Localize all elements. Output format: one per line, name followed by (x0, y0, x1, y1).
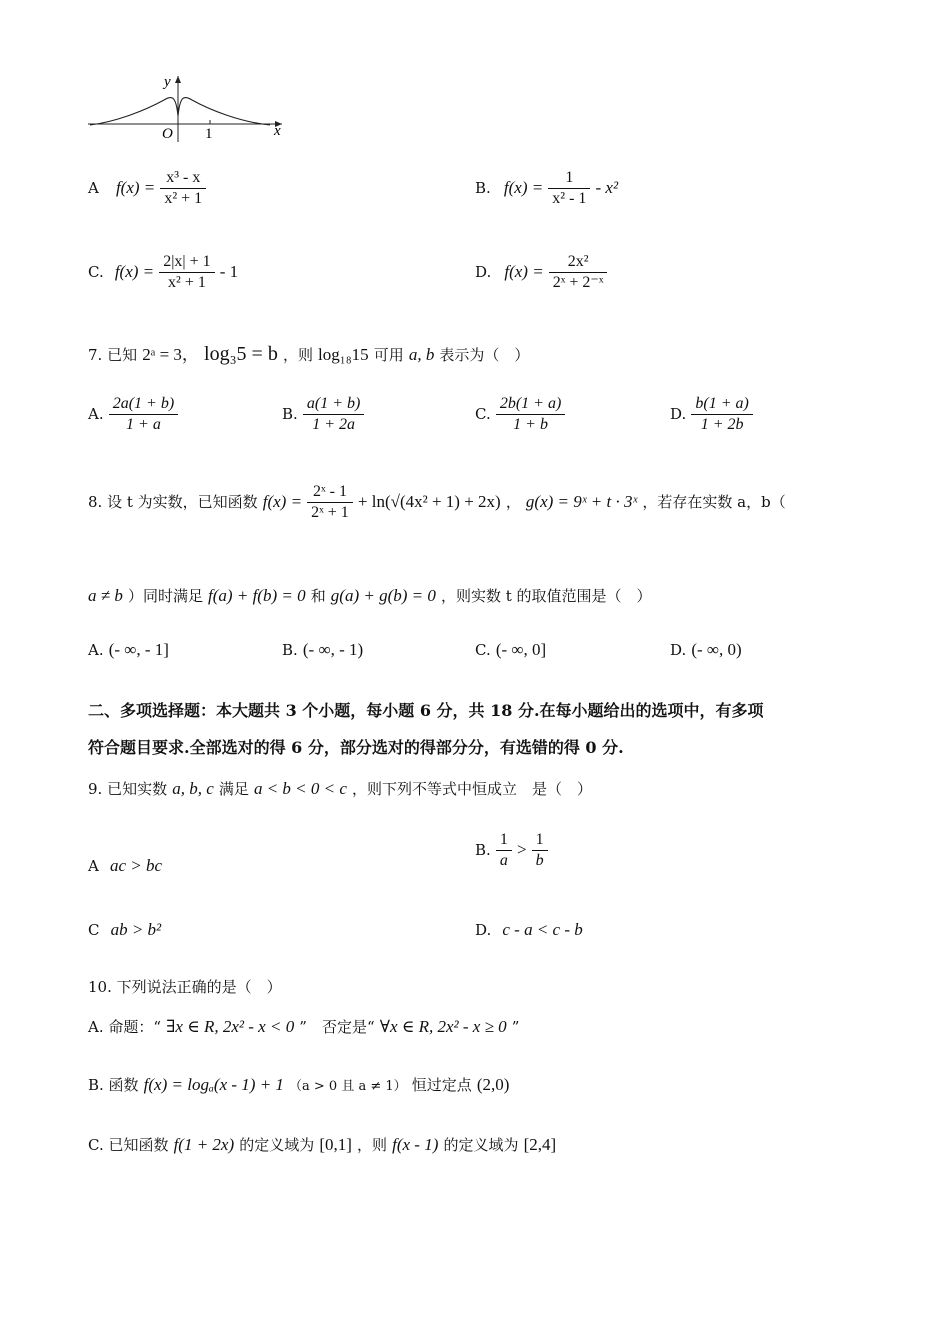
stem-text: 8. 设 t 为实数，已知函数 (88, 493, 258, 511)
denominator: 1 + 2b (700, 416, 744, 433)
stem-text: ，若存在实数 a，b（ (642, 493, 786, 511)
denominator: a (499, 852, 508, 869)
stem-text: ，则下列不等式中恒成立 是（ ） (352, 780, 593, 798)
option-label: A (88, 857, 99, 875)
expr: f(x - 1) (392, 1135, 439, 1154)
y-axis-arrow (175, 76, 181, 83)
option-value: ab > b² (110, 920, 162, 939)
option-label: C. (88, 263, 104, 281)
stem-text: ， (505, 493, 521, 511)
denominator: x² + 1 (168, 274, 206, 291)
expr: g(a) + g(b) = 0 (330, 586, 436, 605)
denominator: b (535, 852, 544, 869)
expr: (2,0) (476, 1075, 510, 1094)
numerator: 2x² (549, 252, 608, 273)
expr: a ≠ b (88, 586, 123, 605)
denominator: 2ˣ + 2⁻ˣ (552, 274, 604, 291)
option-value: c - a < c - b (502, 920, 583, 939)
q7-option-a[interactable] (88, 394, 178, 435)
q9-option-b[interactable] (475, 830, 548, 871)
fraction (159, 252, 214, 293)
option-label: A (88, 179, 99, 197)
option-label: B. (475, 841, 491, 859)
option-label: C. (475, 641, 491, 659)
expr: g(x) = 9ˣ + t · 3ˣ (525, 492, 638, 511)
expr: + ln(√(4x² + 1) + 2x) (357, 492, 501, 511)
q9-stem (88, 778, 592, 799)
stem-text: ” (511, 1018, 520, 1036)
stem-text: 和 (310, 587, 326, 605)
numerator: 2|x| + 1 (159, 252, 214, 273)
lhs: f(x) = (114, 262, 155, 281)
q8-option-c[interactable] (475, 640, 546, 660)
numerator: 1 (496, 830, 512, 851)
fraction (548, 168, 590, 209)
q8-stem-line1 (88, 482, 786, 523)
denominator: 1 + b (513, 416, 548, 433)
numerator: 2ˣ - 1 (307, 482, 353, 503)
stem-text: ，则实数 t 的取值范围是（ ） (440, 587, 652, 605)
option-label: D. (475, 263, 492, 281)
stem-text: 9. 已知实数 (88, 780, 168, 798)
x-label: x (274, 123, 281, 139)
q7-option-c[interactable] (475, 394, 565, 435)
numerator: 1 (548, 168, 590, 189)
fraction (307, 482, 353, 523)
numerator: 2a(1 + b) (109, 394, 178, 415)
tail: - 1 (219, 262, 239, 281)
q10-option-c[interactable] (88, 1134, 556, 1155)
numerator: a(1 + b) (303, 394, 364, 415)
stem-text: ，则 (282, 346, 313, 364)
expr: a < b < 0 < c (253, 779, 347, 798)
expr: [0,1] (319, 1135, 352, 1154)
section-heading-line1: 二、多项选择题：本大题共 3 个小题，每小题 6 分，共 18 分.在每小题给出的选项中，有多项 (88, 701, 764, 720)
q10-option-b[interactable] (88, 1074, 509, 1095)
q6-option-c[interactable] (88, 252, 238, 293)
option-value: (- ∞, - 1] (108, 640, 169, 659)
q10-option-a[interactable] (88, 1016, 519, 1037)
q6-option-b[interactable] (475, 168, 618, 209)
option-label: D. (475, 921, 492, 939)
stem-text: 满足 (218, 780, 249, 798)
option-value: (- ∞, 0) (691, 640, 742, 659)
q10-stem: 10. 下列说法正确的是（ ） (88, 978, 282, 996)
fraction (160, 168, 206, 209)
expr: f(x) = (262, 492, 303, 511)
expr: 2ᵃ = 3， (142, 345, 199, 364)
stem-text: 恒过定点 (411, 1076, 472, 1094)
fraction (532, 830, 548, 871)
q6-option-a[interactable] (88, 168, 206, 209)
option-value: (- ∞, 0] (495, 640, 547, 659)
fraction (109, 394, 178, 435)
lhs: f(x) = (504, 262, 544, 281)
option-value: (- ∞, - 1) (302, 640, 364, 659)
stem-text: 7. 已知 (88, 346, 138, 364)
expr: f(a) + f(b) = 0 (208, 586, 306, 605)
option-label: B. (282, 405, 298, 423)
stem-text: ，则 (357, 1136, 388, 1154)
option-label: D. (670, 641, 687, 659)
section-heading-line2: 符合题目要求.全部选对的得 6 分，部分选对的得部分分，有选错的得 0 分. (88, 738, 624, 757)
fraction (691, 394, 752, 435)
q7-stem (88, 340, 529, 366)
expr: log₁₈15 (318, 345, 369, 364)
q7-option-d[interactable] (670, 394, 753, 435)
denominator: 2ˣ + 1 (311, 504, 349, 521)
numerator: x³ - x (160, 168, 206, 189)
curve-left (90, 97, 178, 125)
denominator: 1 + a (126, 416, 161, 433)
function-graph (86, 72, 296, 144)
fraction (496, 830, 512, 871)
fraction (303, 394, 364, 435)
q8-option-d[interactable] (670, 640, 742, 660)
expr: f(x) = logₐ(x - 1) + 1 (143, 1075, 284, 1094)
tail: - x² (595, 178, 619, 197)
origin-label: O (162, 126, 173, 142)
q8-option-a[interactable] (88, 640, 169, 660)
stem-text: C. 已知函数 (88, 1136, 169, 1154)
denominator: x² + 1 (164, 190, 203, 207)
curve-right (178, 97, 270, 125)
option-value: ac > bc (109, 856, 162, 875)
operator: > (516, 840, 527, 859)
numerator: b(1 + a) (691, 394, 752, 415)
lhs: f(x) = (503, 178, 544, 197)
lhs: f(x) = (115, 178, 156, 197)
option-label: C. (475, 405, 491, 423)
fraction (549, 252, 608, 293)
denominator: 1 + 2a (312, 416, 356, 433)
expr: [2,4] (523, 1135, 557, 1154)
option-label: A. (88, 405, 104, 423)
q8-stem-line2 (88, 585, 652, 606)
stem-text: ）同时满足 (127, 587, 203, 605)
expr: a, b, c (172, 779, 214, 798)
q9-option-d[interactable] (475, 920, 583, 940)
expr: a, b (408, 345, 435, 364)
q7-option-b[interactable] (282, 394, 364, 435)
expr: ∃x ∈ R, 2x² - x < 0 (166, 1017, 295, 1036)
stem-text: 的定义域为 (239, 1136, 315, 1154)
tick-label: 1 (205, 126, 213, 142)
expr: log₃5 = b (204, 343, 278, 365)
fraction (496, 394, 565, 435)
stem-text: ” 否定是“ (299, 1018, 375, 1036)
numerator: 1 (532, 830, 548, 851)
stem-text: 表示为（ ） (439, 346, 530, 364)
expr: f(1 + 2x) (173, 1135, 235, 1154)
y-label: y (164, 74, 171, 90)
option-label: C (88, 921, 100, 939)
option-label: B. (282, 641, 298, 659)
option-label: D. (670, 405, 687, 423)
stem-text: 的定义域为 (443, 1136, 519, 1154)
stem-text: A. 命题：“ (88, 1018, 162, 1036)
option-label: B. (475, 179, 491, 197)
condition: （a > 0 且 a ≠ 1） (289, 1079, 407, 1094)
option-label: A. (88, 641, 104, 659)
q6-option-d[interactable] (475, 252, 607, 293)
q9-option-a[interactable] (88, 856, 162, 876)
stem-text: B. 函数 (88, 1076, 139, 1094)
q8-option-b[interactable] (282, 640, 363, 660)
q9-option-c[interactable] (88, 920, 161, 940)
denominator: x² - 1 (552, 190, 587, 207)
expr: ∀x ∈ R, 2x² - x ≥ 0 (379, 1017, 507, 1036)
numerator: 2b(1 + a) (496, 394, 565, 415)
stem-text: 可用 (373, 346, 404, 364)
